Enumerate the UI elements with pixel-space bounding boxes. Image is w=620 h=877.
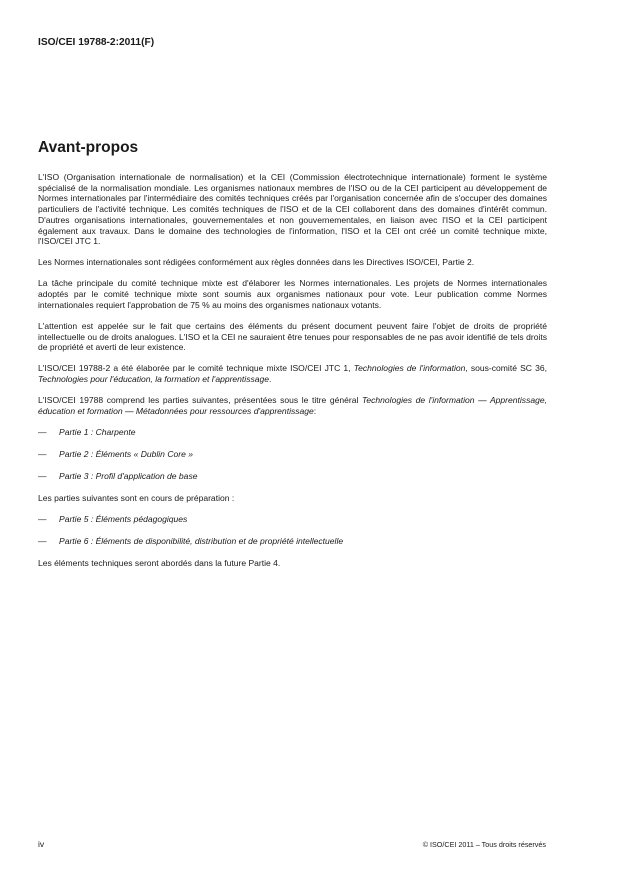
p6-post: : — [313, 405, 317, 416]
paragraph-directives: Les Normes internationales sont rédigées conformément aux règles données dans les Directives ISO/CEI, Partie 2. — [38, 257, 475, 268]
part-label: Partie 1 : Charpente — [59, 427, 136, 437]
list-item-part-6 — [38, 536, 547, 547]
paragraph-in-preparation: Les parties suivantes sont en cours de préparation : — [38, 492, 235, 503]
p5-mid: , sous-comité SC 36, — [465, 363, 547, 374]
list-item-part-2 — [38, 449, 547, 460]
em-dash-bullet: — — [38, 470, 47, 481]
paragraph-iso-cei-intro: L'ISO (Organisation internationale de normalisation) et la CEI (Commission électrotechnique internationale) forment le système spécialisé de la normalisation mondiale. Les organismes nationaux membres de l'ISO ou de la CEI participent au développement de Normes internationales par l'intermédiaire des comités techniques créés par l'organisation concernée afin de s'occuper des domaines particuliers de l'activité technique. Les comités techniques de l'ISO et de la CEI collaborent dans des domaines d'intérêt commun. D'autres organisations internationales, gouvernementales et non gouvernementales, en liaison avec l'ISO et la CEI participent également aux travaux. Dans le domaine des technologies de l'information, l'ISO et la CEI ont créé un comité technique mixte, l'ISO/CEI JTC 1. — [38, 172, 547, 247]
list-item-part-1 — [38, 427, 547, 438]
copyright-notice: © ISO/CEI 2011 – Tous droits réservés — [422, 840, 546, 849]
part-label: Partie 3 : Profil d'application de base — [59, 470, 198, 481]
paragraph-parts-intro — [38, 395, 547, 416]
section-title: Avant-propos — [38, 139, 139, 156]
page-number: iv — [38, 839, 45, 849]
document-id: ISO/CEI 19788-2:2011(F) — [38, 37, 155, 48]
p5-post: . — [269, 374, 272, 385]
paragraph-prepared-by — [38, 363, 547, 384]
paragraph-patent-notice: L'attention est appelée sur le fait que certains des éléments du présent document peuvent faire l'objet de droits de propriété intellectuelle ou de droits analogues. L'ISO et la CEI ne sauraient être tenues pour responsables de ne pas avoir identifié de tels droits de propriété et averti de leur existence. — [38, 320, 547, 353]
p5-pre: L'ISO/CEI 19788-2 a été élaborée par le comité technique mixte ISO/CEI JTC 1, — [38, 363, 354, 374]
em-dash-bullet: — — [38, 513, 47, 524]
part-label: Partie 5 : Éléments pédagogiques — [59, 513, 188, 524]
part-label: Partie 6 : Éléments de disponibilité, distribution et de propriété intellectuelle — [59, 535, 344, 546]
em-dash-bullet: — — [38, 448, 47, 459]
em-dash-bullet: — — [38, 535, 47, 546]
paragraph-joint-committee-task: La tâche principale du comité technique mixte est d'élaborer les Normes internationales. Les projets de Normes internationales adoptés par le comité technique mixte sont soumis aux organismes nationaux pour vote. Leur publication comme Normes internationales requiert l'approbation de 75 % au moins des organismes nationaux votants. — [38, 278, 547, 310]
p6-pre: L'ISO/CEI 19788 comprend les parties suivantes, présentées sous le titre général — [38, 395, 362, 406]
list-item-part-5 — [38, 514, 547, 525]
part-label: Partie 2 : Éléments « Dublin Core » — [59, 448, 193, 459]
foreword-body — [38, 172, 547, 579]
p5-italic-2: Technologies pour l'éducation, la formation et l'apprentissage — [38, 374, 270, 385]
paragraph-future-part-4: Les éléments techniques seront abordés dans la future Partie 4. — [38, 557, 281, 568]
p6-italic: Technologies de l'information — Apprentissage, éducation et formation — Métadonnées pour ressources d'apprentissage — [38, 395, 547, 416]
em-dash-bullet: — — [38, 427, 47, 437]
p5-italic-1: Technologies de l'information — [353, 363, 466, 374]
list-item-part-3 — [38, 471, 547, 482]
